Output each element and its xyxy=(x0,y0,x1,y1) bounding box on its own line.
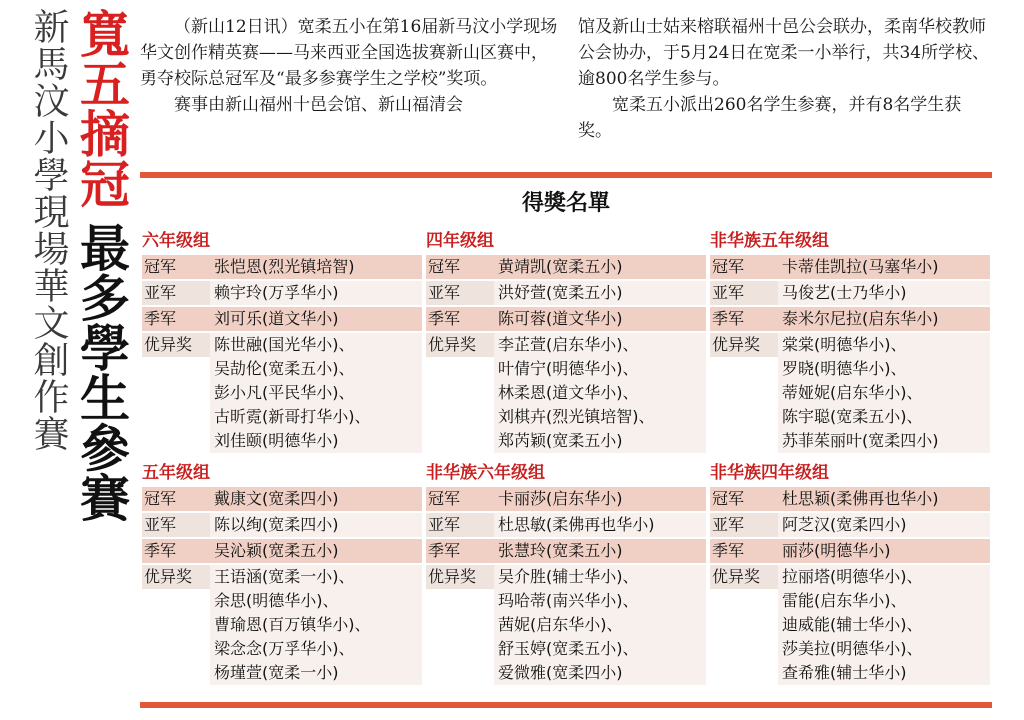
winner-name: 余思(明德华小)、 xyxy=(214,591,339,610)
article-paragraph: 馆及新山士姑来榕联福州十邑公会联办，柔南华校教师公会协办，于5月24日在宽柔一小举行，共34所学校、逾800名学生参与。 xyxy=(578,17,990,89)
award-category: 优异奖 xyxy=(426,333,494,357)
award-names xyxy=(210,307,422,331)
award-group-title: 四年级组 xyxy=(426,231,494,251)
award-names xyxy=(778,565,990,685)
award-category: 季军 xyxy=(426,307,494,331)
award-names xyxy=(778,539,990,563)
award-category: 冠军 xyxy=(142,255,210,279)
article-paragraph: （新山12日讯）宽柔五小在第16届新马汶小学现场华文创作精英赛——马来西亚全国选拔赛新山区赛中，勇夺校际总冠军及“最多参赛学生之学校”奖项。 xyxy=(140,17,558,89)
award-names xyxy=(494,565,706,685)
award-category: 季军 xyxy=(426,539,494,563)
award-group-title: 非华族五年级组 xyxy=(710,231,829,251)
award-group-title: 五年级组 xyxy=(142,463,210,483)
award-category: 冠军 xyxy=(142,487,210,511)
winner-name: 彭小凡(平民华小)、 xyxy=(214,383,355,402)
award-row xyxy=(426,255,706,279)
award-group xyxy=(142,462,422,687)
winner-name: 杨瑾萱(宽柔一小) xyxy=(214,663,339,682)
award-group xyxy=(710,462,990,687)
winner-name: 茜妮(启东华小)、 xyxy=(498,615,623,634)
award-row xyxy=(142,255,422,279)
award-row xyxy=(142,307,422,331)
award-group-title: 六年级组 xyxy=(142,231,210,251)
award-category: 优异奖 xyxy=(426,565,494,589)
kicker-vertical-title: 新馬汶小學現場華文創作賽 xyxy=(28,8,69,452)
award-row xyxy=(426,307,706,331)
award-names xyxy=(494,513,706,537)
award-names xyxy=(210,513,422,537)
winner-name: 陈以绚(宽柔四小) xyxy=(214,515,339,534)
award-group-title: 非华族六年级组 xyxy=(426,463,545,483)
award-category: 冠军 xyxy=(426,255,494,279)
winner-name: 戴康文(宽柔四小) xyxy=(214,489,339,508)
award-row xyxy=(710,281,990,305)
winner-name: 陈宇聪(宽柔五小)、 xyxy=(782,407,923,426)
award-row xyxy=(142,487,422,511)
award-group xyxy=(710,230,990,455)
award-names xyxy=(778,255,990,279)
award-row xyxy=(710,539,990,563)
winner-name: 棠棠(明德华小)、 xyxy=(782,335,907,354)
award-names xyxy=(494,307,706,331)
award-names xyxy=(494,255,706,279)
award-category: 优异奖 xyxy=(142,565,210,589)
award-row xyxy=(710,513,990,537)
award-category: 优异奖 xyxy=(710,565,778,589)
award-row xyxy=(426,565,706,685)
award-group xyxy=(426,462,706,687)
winner-name: 刘佳颐(明德华小) xyxy=(214,431,339,450)
winner-name: 林柔恩(道文华小)、 xyxy=(498,383,639,402)
award-row xyxy=(142,565,422,685)
award-row xyxy=(142,539,422,563)
award-row xyxy=(710,565,990,685)
winner-name: 泰米尔尼拉(启东华小) xyxy=(782,309,939,328)
winner-name: 王语涵(宽柔一小)、 xyxy=(214,567,355,586)
award-row xyxy=(710,307,990,331)
winner-name: 洪妤萱(宽柔五小) xyxy=(498,283,623,302)
award-row xyxy=(426,333,706,453)
award-names xyxy=(778,281,990,305)
award-category: 亚军 xyxy=(142,513,210,537)
award-row xyxy=(426,281,706,305)
winner-name: 张慧玲(宽柔五小) xyxy=(498,541,623,560)
winner-name: 陈世融(国光华小)、 xyxy=(214,335,355,354)
winner-name: 丽莎(明德华小) xyxy=(782,541,891,560)
winner-name: 卡丽莎(启东华小) xyxy=(498,489,623,508)
winner-name: 迪威能(辅士华小)、 xyxy=(782,615,923,634)
award-category: 季军 xyxy=(710,539,778,563)
award-names xyxy=(778,333,990,453)
winner-name: 阿芝汉(宽柔四小) xyxy=(782,515,907,534)
award-names xyxy=(778,307,990,331)
winner-name: 杜思颖(柔佛再也华小) xyxy=(782,489,939,508)
divider-rule-bottom xyxy=(140,702,992,708)
winner-name: 罗晓(明德华小)、 xyxy=(782,359,907,378)
winner-name: 梁念念(万孚华小)、 xyxy=(214,639,355,658)
winner-name: 玛哈蒂(南兴华小)、 xyxy=(498,591,639,610)
award-category: 优异奖 xyxy=(142,333,210,357)
award-row xyxy=(710,487,990,511)
winner-name: 张恺恩(烈光镇培智) xyxy=(214,257,355,276)
award-group-title: 非华族四年级组 xyxy=(710,463,829,483)
winner-name: 吴劼伦(宽柔五小)、 xyxy=(214,359,355,378)
winner-name: 刘可乐(道文华小) xyxy=(214,309,339,328)
winner-name: 查希雅(辅士华小) xyxy=(782,663,907,682)
winner-name: 李芷萱(启东华小)、 xyxy=(498,335,639,354)
award-row xyxy=(426,539,706,563)
award-category: 亚军 xyxy=(710,281,778,305)
winner-name: 苏菲茱丽叶(宽柔四小) xyxy=(782,431,939,450)
award-names xyxy=(778,487,990,511)
headline-red: 寬五摘冠 xyxy=(72,8,130,208)
winner-name: 蒂娅妮(启东华小)、 xyxy=(782,383,923,402)
award-names xyxy=(494,281,706,305)
winners-list-title: 得獎名單 xyxy=(521,191,610,216)
award-group xyxy=(142,230,422,455)
award-category: 冠军 xyxy=(426,487,494,511)
award-names xyxy=(778,513,990,537)
award-row xyxy=(426,487,706,511)
award-names xyxy=(210,281,422,305)
winner-name: 赖宇玲(万孚华小) xyxy=(214,283,339,302)
award-category: 亚军 xyxy=(142,281,210,305)
winner-name: 舒玉婷(宽柔五小)、 xyxy=(498,639,639,658)
winner-name: 拉丽塔(明德华小)、 xyxy=(782,567,923,586)
award-names xyxy=(210,487,422,511)
winner-name: 莎美拉(明德华小)、 xyxy=(782,639,923,658)
award-row xyxy=(426,513,706,537)
award-category: 季军 xyxy=(142,539,210,563)
award-category: 亚军 xyxy=(426,281,494,305)
award-category: 冠军 xyxy=(710,487,778,511)
winner-name: 雷能(启东华小)、 xyxy=(782,591,907,610)
winner-name: 曹瑜恩(百万镇华小)、 xyxy=(214,615,371,634)
winner-name: 刘棋卉(烈光镇培智)、 xyxy=(498,407,655,426)
award-category: 优异奖 xyxy=(710,333,778,357)
winner-name: 陈可蓉(道文华小) xyxy=(498,309,623,328)
article-paragraph: 宽柔五小派出260名学生参赛，并有8名学生获奖。 xyxy=(578,95,962,141)
award-category: 季军 xyxy=(710,307,778,331)
winner-name: 古昕霓(新哥打华小)、 xyxy=(214,407,371,426)
headline-black: 最多學生參賽 xyxy=(72,222,130,522)
winner-name: 黄靖凯(宽柔五小) xyxy=(498,257,623,276)
award-names xyxy=(210,565,422,685)
award-names xyxy=(494,487,706,511)
award-row xyxy=(710,333,990,453)
winner-name: 爱微雅(宽柔四小) xyxy=(498,663,623,682)
winner-name: 吴介胜(辅士华小)、 xyxy=(498,567,639,586)
award-row xyxy=(710,255,990,279)
article-column-1 xyxy=(140,14,558,118)
award-row xyxy=(142,513,422,537)
winner-name: 叶倩宁(明德华小)、 xyxy=(498,359,639,378)
award-category: 季军 xyxy=(142,307,210,331)
winner-name: 马俊艺(士乃华小) xyxy=(782,283,907,302)
award-category: 亚军 xyxy=(710,513,778,537)
award-names xyxy=(210,539,422,563)
article-column-2 xyxy=(578,14,992,144)
winner-name: 郑芮颖(宽柔五小) xyxy=(498,431,623,450)
award-row xyxy=(142,281,422,305)
award-names xyxy=(494,539,706,563)
winner-name: 杜思敏(柔佛再也华小) xyxy=(498,515,655,534)
winner-name: 吴沁颖(宽柔五小) xyxy=(214,541,339,560)
award-category: 冠军 xyxy=(710,255,778,279)
divider-rule-top xyxy=(140,172,992,178)
award-group xyxy=(426,230,706,455)
winner-name: 卡蒂佳凯拉(马塞华小) xyxy=(782,257,939,276)
award-names xyxy=(210,255,422,279)
article-paragraph: 赛事由新山福州十邑会馆、新山福清会 xyxy=(174,95,463,115)
award-names xyxy=(494,333,706,453)
award-category: 亚军 xyxy=(426,513,494,537)
award-row xyxy=(142,333,422,453)
award-names xyxy=(210,333,422,453)
